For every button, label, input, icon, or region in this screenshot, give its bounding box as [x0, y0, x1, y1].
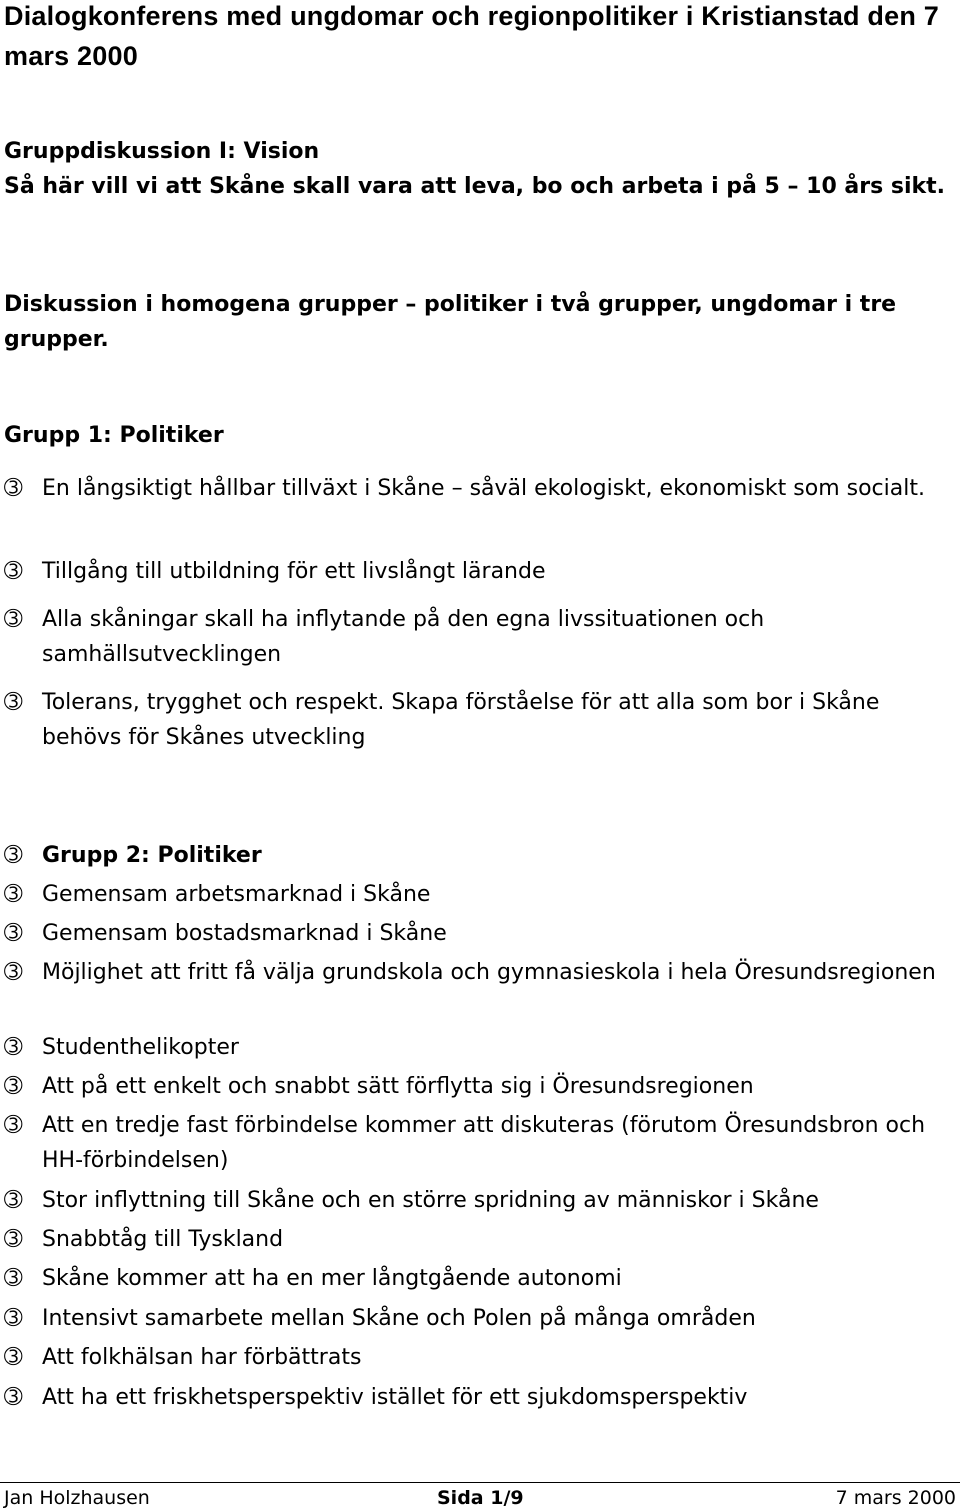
group2-heading: [4, 838, 954, 873]
list-item-text: Gemensam bostadsmarknad i Skåne: [42, 921, 447, 946]
footer-date: 7 mars 2000: [835, 1487, 956, 1509]
group1-heading: Grupp 1: Politiker: [4, 423, 224, 448]
list-item-text: Att ha ett friskhetsperspektiv istället för ett sjukdomsperspektiv: [42, 1385, 748, 1410]
list-item: [4, 602, 954, 672]
group2-heading-text: Grupp 2: Politiker: [42, 843, 262, 868]
list-item: [4, 1222, 954, 1257]
list-item: [4, 877, 954, 912]
bullet-icon: ➂: [4, 559, 23, 584]
discussion-note: Diskussion i homogena grupper – politiker i två grupper, ungdomar i tre grupper.: [4, 292, 897, 352]
bullet-icon: ➂: [4, 1306, 23, 1331]
bullet-icon: ➂: [4, 1113, 23, 1138]
list-item-text: Att på ett enkelt och snabbt sätt förflytta sig i Öresundsregionen: [42, 1074, 754, 1099]
bullet-icon: ➂: [4, 960, 23, 985]
bullet-icon: ➂: [4, 690, 23, 715]
list-item: [4, 955, 954, 990]
list-item-text: Tolerans, trygghet och respekt. Skapa förståelse för att alla som bor i Skåne behövs för Skånes utveckling: [42, 690, 880, 750]
list-item-text: Intensivt samarbete mellan Skåne och Polen på många områden: [42, 1306, 756, 1331]
bullet-icon: ➂: [4, 476, 23, 501]
list-item: [4, 554, 954, 589]
bullet-icon: ➂: [4, 1385, 23, 1410]
group-discussion-heading: Gruppdiskussion I: Vision: [4, 139, 320, 164]
footer-author: Jan Holzhausen: [4, 1487, 150, 1509]
bullet-icon: ➂: [4, 1074, 23, 1099]
list-item-text: Alla skåningar skall ha inflytande på den egna livssituationen och samhällsutvecklingen: [42, 607, 765, 667]
bullet-icon: ➂: [4, 921, 23, 946]
list-item-text: Snabbtåg till Tyskland: [42, 1227, 284, 1252]
footer-page-number: Sida 1/9: [437, 1487, 524, 1509]
list-item: [4, 1183, 954, 1218]
list-item: [4, 916, 954, 951]
bullet-icon: ➂: [4, 843, 23, 868]
list-item-text: Tillgång till utbildning för ett livslångt lärande: [42, 559, 546, 584]
list-item: [4, 1301, 954, 1336]
list-item-text: Studenthelikopter: [42, 1035, 239, 1060]
list-item: [4, 471, 954, 506]
list-item-text: Skåne kommer att ha en mer långtgående autonomi: [42, 1266, 622, 1291]
bullet-icon: ➂: [4, 882, 23, 907]
list-item: [4, 685, 954, 755]
list-item: [4, 1261, 954, 1296]
bullet-icon: ➂: [4, 607, 23, 632]
group-discussion-subtitle: Så här vill vi att Skåne skall vara att leva, bo och arbeta i på 5 – 10 års sikt.: [4, 174, 946, 199]
document-title: Dialogkonferens med ungdomar och regionpolitiker i Kristianstad den 7 mars 2000: [4, 1, 939, 71]
list-item-text: Gemensam arbetsmarknad i Skåne: [42, 882, 431, 907]
list-item-text: En långsiktigt hållbar tillväxt i Skåne – såväl ekologiskt, ekonomiskt som socialt.: [42, 476, 925, 501]
bullet-icon: ➂: [4, 1227, 23, 1252]
bullet-icon: ➂: [4, 1188, 23, 1213]
footer-divider: [0, 1482, 960, 1483]
list-item: [4, 1069, 954, 1104]
list-item: [4, 1108, 954, 1178]
list-item-text: Att en tredje fast förbindelse kommer att diskuteras (förutom Öresundsbron och HH-förbindelsen): [42, 1113, 926, 1173]
list-item: [4, 1380, 954, 1415]
list-item: [4, 1030, 954, 1065]
bullet-icon: ➂: [4, 1345, 23, 1370]
list-item-text: Möjlighet att fritt få välja grundskola och gymnasieskola i hela Öresundsregionen: [42, 960, 936, 985]
page-footer: [4, 1486, 956, 1510]
list-item: [4, 1340, 954, 1375]
list-item-text: Stor inflyttning till Skåne och en större spridning av människor i Skåne: [42, 1188, 819, 1213]
bullet-icon: ➂: [4, 1035, 23, 1060]
bullet-icon: ➂: [4, 1266, 23, 1291]
list-item-text: Att folkhälsan har förbättrats: [42, 1345, 362, 1370]
